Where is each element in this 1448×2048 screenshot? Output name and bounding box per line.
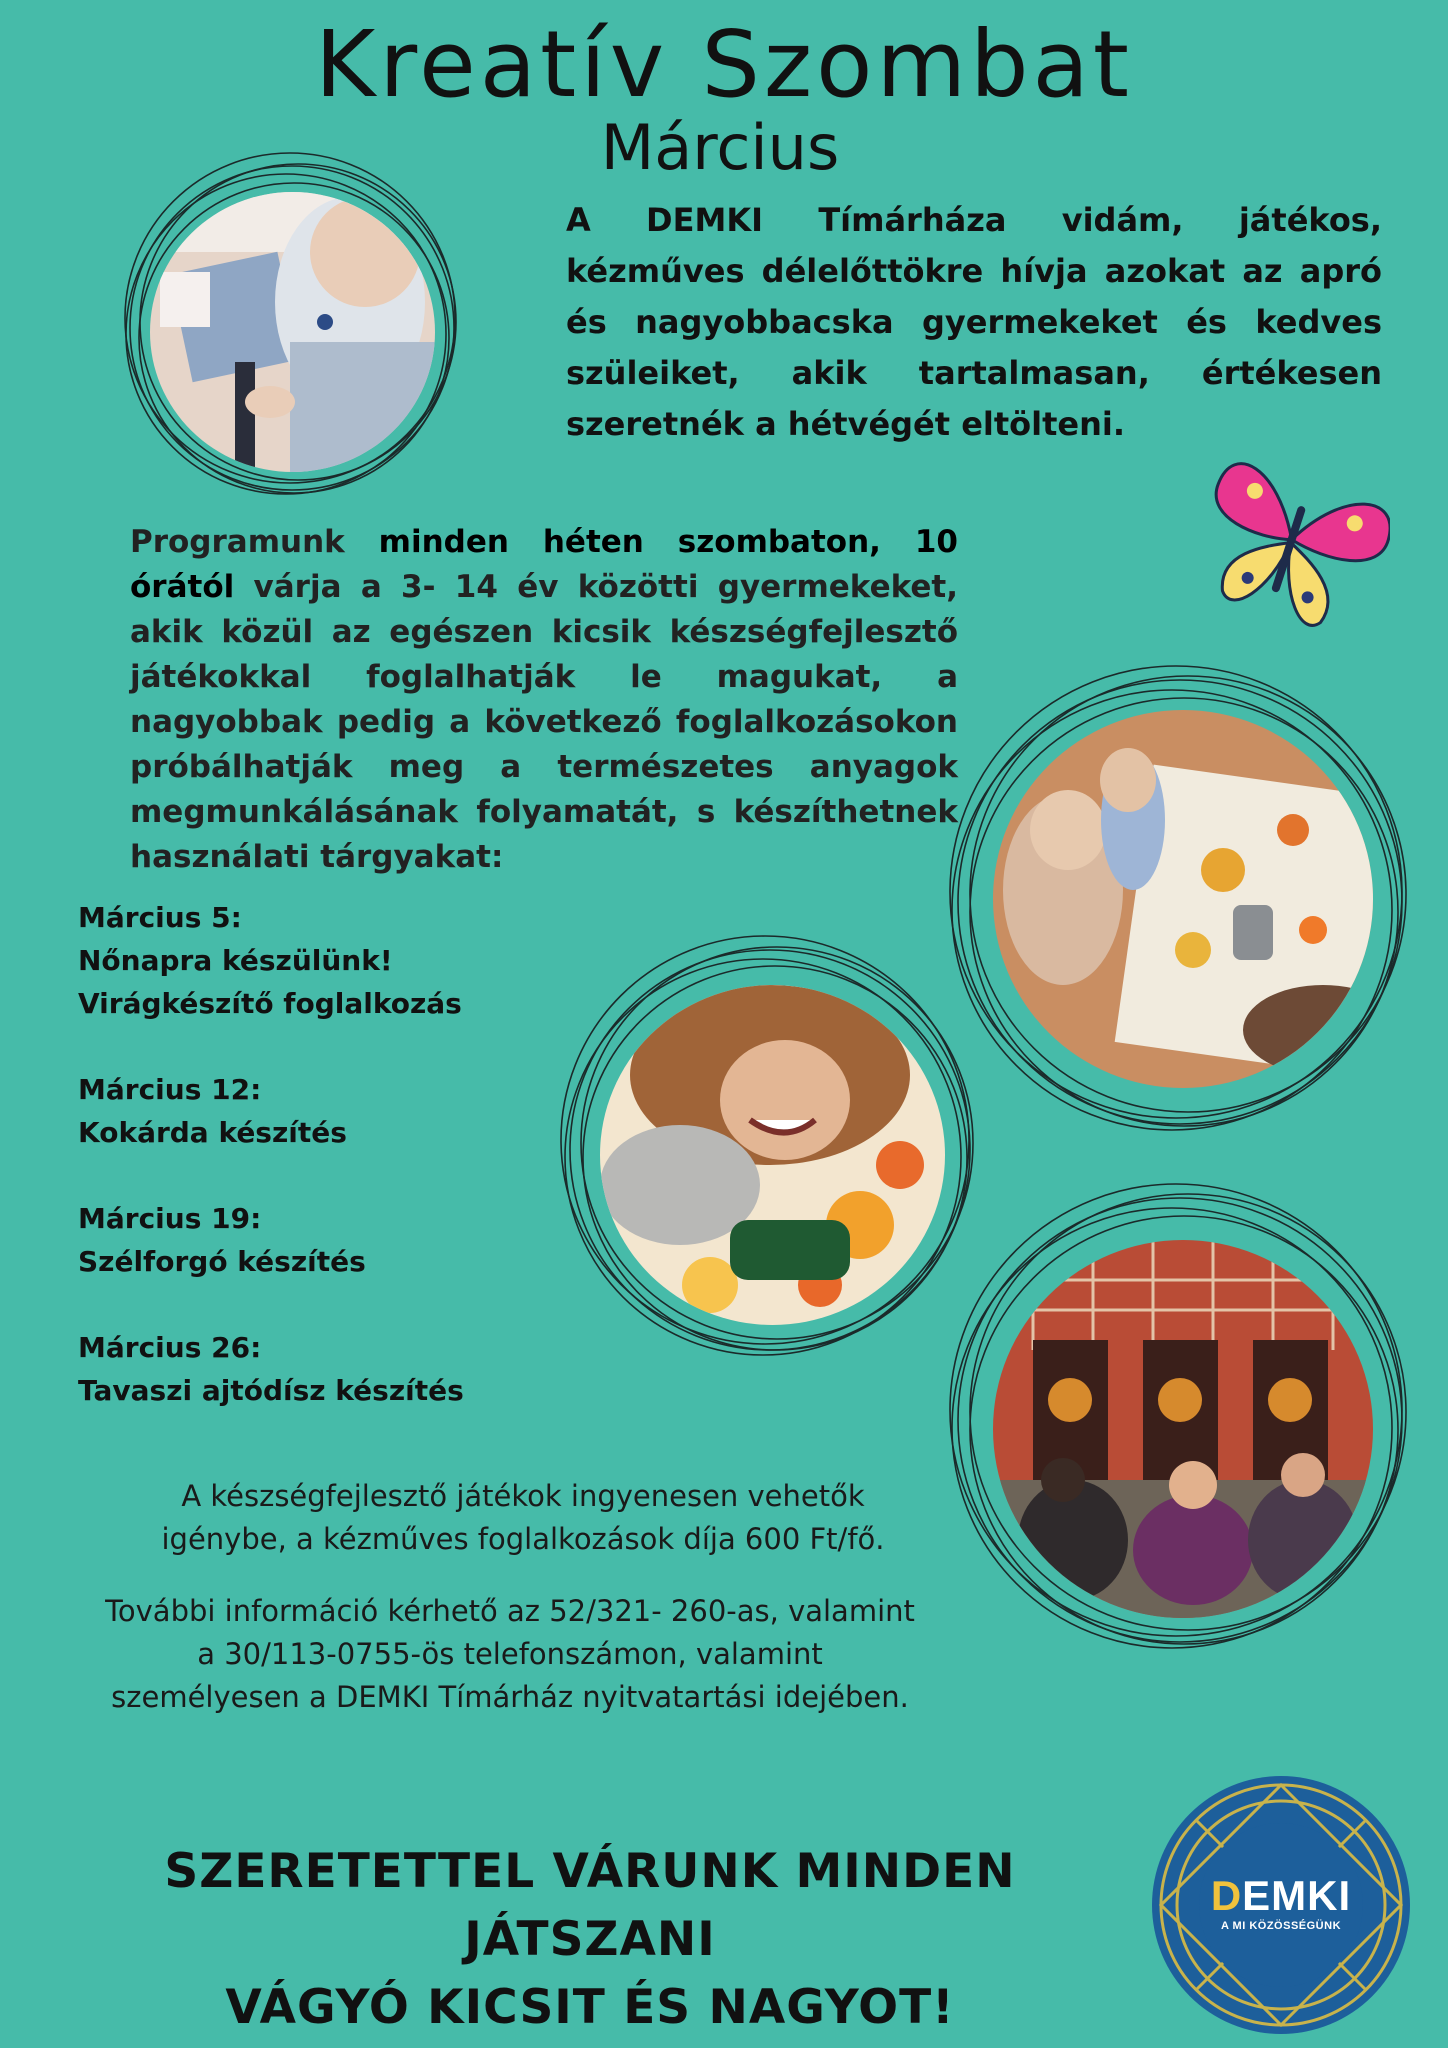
event-title: Virágkészítő foglalkozás — [78, 987, 462, 1020]
event-item — [78, 896, 598, 1025]
demki-logo — [1152, 1776, 1410, 2034]
event-schedule — [78, 896, 598, 1455]
event-date: Március 5: — [78, 901, 242, 934]
closing-line-1: SZERETETTEL VÁRUNK MINDEN JÁTSZANI — [164, 1844, 1016, 1967]
logo-name: EMKI — [1242, 1872, 1352, 1919]
event-title: Nőnapra készülünk! — [78, 944, 393, 977]
poster-title: Kreatív Szombat — [315, 11, 1133, 118]
fees-note: A készségfejlesztő játékok ingyenesen vehetők igénybe, a kézműves foglalkozások díja 600 Ft/fő. — [161, 1479, 885, 1556]
event-item — [78, 1068, 598, 1154]
contact-info: További információ kérhető az 52/321- 260-as, valamint a 30/113-0755-ös telefonszámon, valamint személyesen a DEMKI Tímárház nyitvatartási idejében. — [105, 1594, 915, 1714]
program-paragraph — [130, 520, 958, 880]
logo-text — [1152, 1874, 1410, 1934]
program-rest: várja a 3- 14 év közötti gyermekeket, akik közül az egészen kicsik készségfejlesztő játékokkal foglalhatják le magukat, a nagyobbak pedig a következő foglalkozásokon próbálhatják meg a természetes anyagok megmunkálásának folyamatát, s készíthetnek használati tárgyakat: — [130, 569, 958, 875]
poster-subtitle: Március — [600, 111, 840, 184]
photo-kids-painting — [993, 710, 1373, 1088]
event-date: Március 26: — [78, 1331, 262, 1364]
closing-line-2: VÁGYÓ KICSIT ÉS NAGYOT! — [225, 1980, 955, 2035]
intro-paragraph: A DEMKI Tímárháza vidám, játékos, kézműves délelőttökre hívja azokat az apró és nagyobbacska gyermekeket és kedves szüleiket, akik tartalmasan, értékesen szeretnék a hétvégét eltölteni. — [566, 201, 1382, 443]
event-date: Március 12: — [78, 1073, 262, 1106]
logo-tagline: A MI KÖZÖSSÉGÜNK — [1220, 1920, 1342, 1932]
event-date: Március 19: — [78, 1202, 262, 1235]
photo-child-crafting — [150, 192, 435, 472]
event-title: Kokárda készítés — [78, 1116, 347, 1149]
closing-message — [40, 1838, 1140, 2042]
program-highlight: minden héten szombaton, 10 órától — [130, 524, 958, 605]
photo-yurt-workshop — [993, 1240, 1373, 1618]
event-item — [78, 1326, 598, 1412]
logo-initial: D — [1210, 1872, 1243, 1919]
event-title: Szélforgó készítés — [78, 1245, 366, 1278]
photo-girl-smiling — [600, 985, 945, 1325]
butterfly-icon — [1195, 455, 1390, 635]
event-item — [78, 1197, 598, 1283]
program-lead: Programunk — [130, 524, 379, 560]
event-title: Tavaszi ajtódísz készítés — [78, 1374, 464, 1407]
